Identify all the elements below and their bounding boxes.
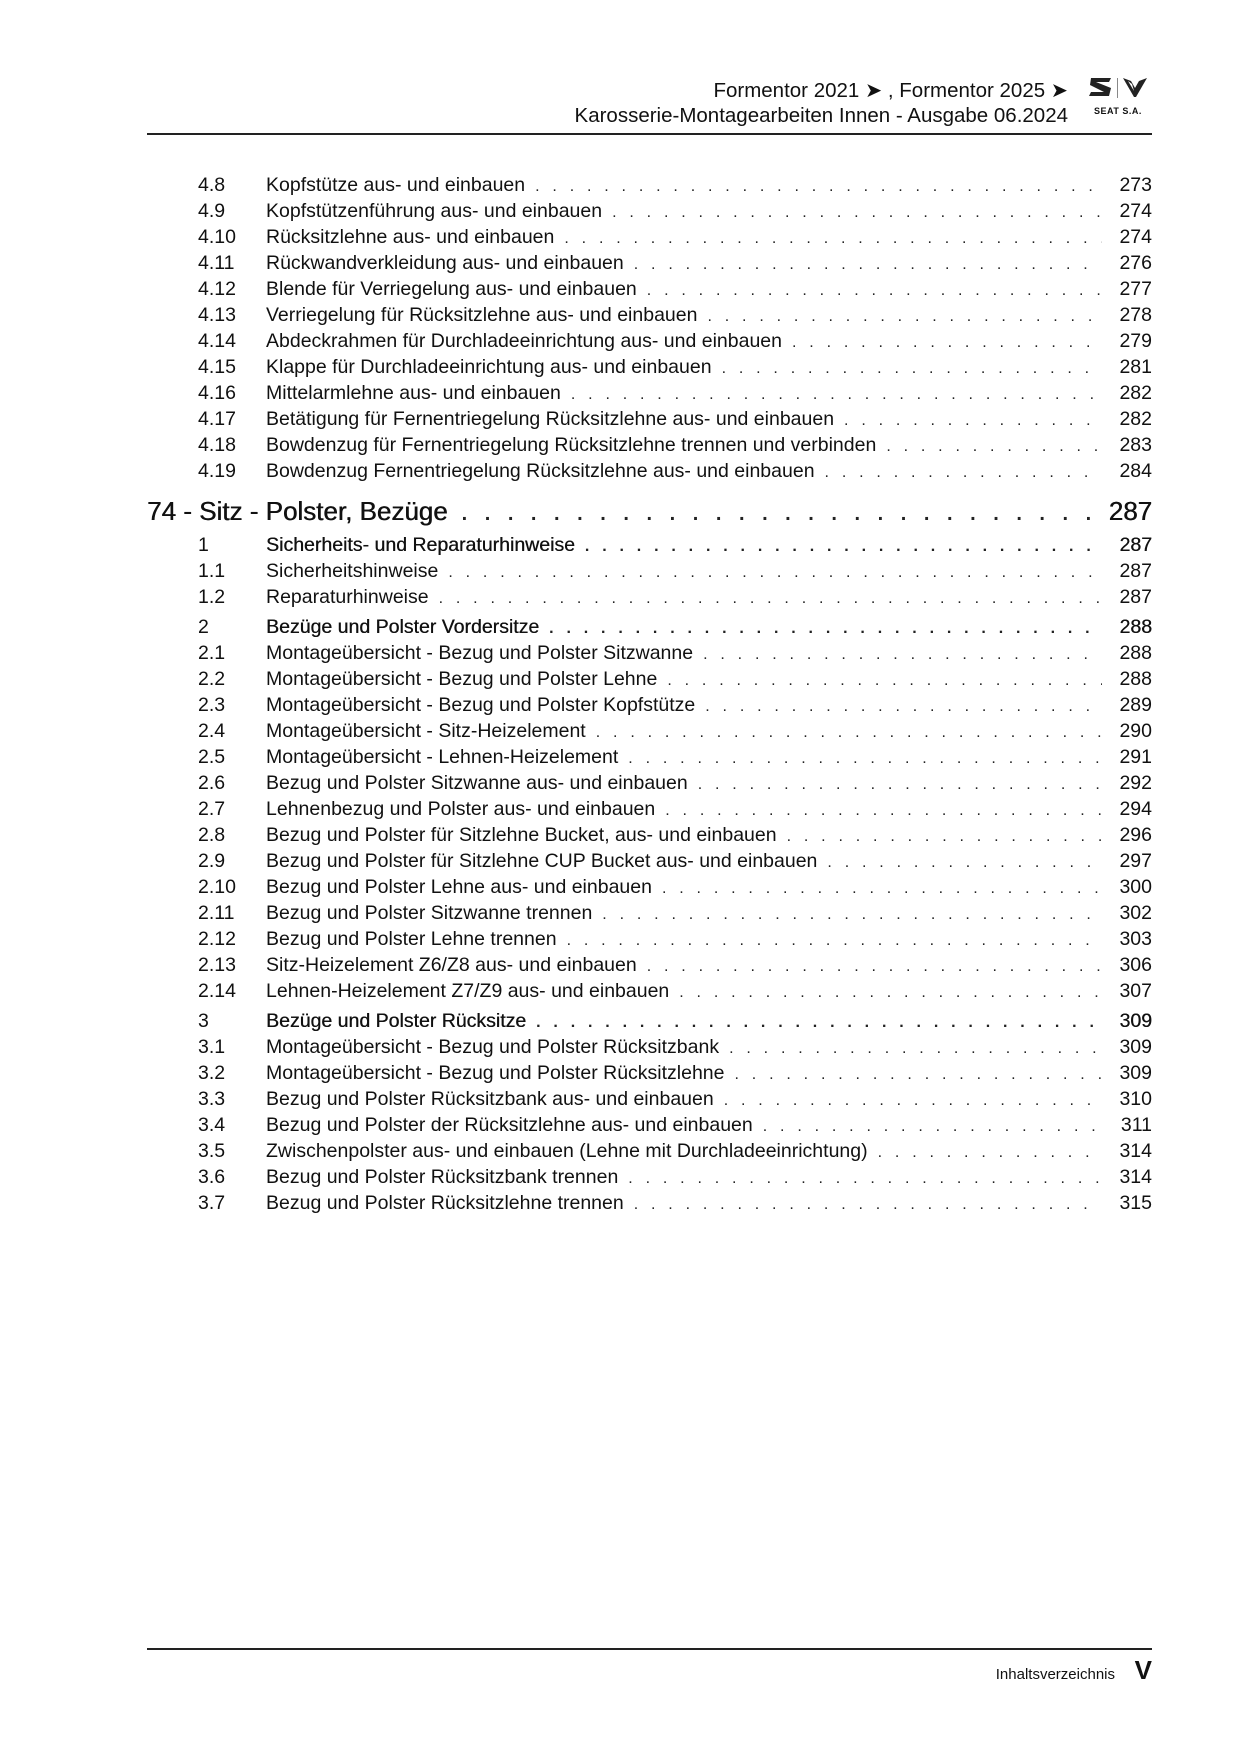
toc-dot-leader bbox=[634, 252, 1102, 278]
toc-entry-title: Bezug und Polster Rücksitzlehne trennen bbox=[266, 1192, 624, 1214]
toc-entry-number: 4.17 bbox=[198, 408, 236, 430]
toc-entry-title: Rücksitzlehne aus- und einbauen bbox=[266, 226, 555, 248]
toc-entry-number: 2.10 bbox=[198, 876, 236, 898]
toc-entry[interactable] bbox=[147, 302, 1152, 328]
toc-entry-number: 4.19 bbox=[198, 460, 236, 482]
logo-separator bbox=[1117, 78, 1118, 98]
toc-entry-title: Abdeckrahmen für Durchladeeinrichtung aus- und einbauen bbox=[266, 330, 782, 352]
toc-entry-number: 4.14 bbox=[198, 330, 236, 352]
toc-entry-page: 274 bbox=[1119, 226, 1152, 248]
toc-dot-leader bbox=[564, 226, 1102, 252]
toc-entry-number: 4.13 bbox=[198, 304, 236, 326]
toc-dot-leader bbox=[707, 304, 1102, 330]
toc-entry[interactable] bbox=[147, 354, 1152, 380]
toc-dot-leader bbox=[448, 560, 1102, 586]
toc-entry-page: 288 bbox=[1119, 668, 1152, 690]
toc-entry-title: Bezug und Polster Sitzwanne trennen bbox=[266, 902, 593, 924]
toc-entry[interactable] bbox=[147, 558, 1152, 584]
toc-entry-page: 287 bbox=[1119, 560, 1152, 582]
toc-entry-number: 2.9 bbox=[198, 850, 226, 872]
toc-dot-leader bbox=[722, 356, 1102, 382]
toc-entry[interactable] bbox=[147, 900, 1152, 926]
toc-entry-number: 1.1 bbox=[198, 560, 226, 582]
toc-entry-page: 309 bbox=[1119, 1010, 1152, 1032]
toc-entry-page: 315 bbox=[1119, 1192, 1152, 1214]
toc-entry-number: 2.11 bbox=[198, 902, 235, 924]
toc-entry-title: Bowdenzug Fernentriegelung Rücksitzlehne aus- und einbauen bbox=[266, 460, 815, 482]
toc-entry-title: Bezug und Polster für Sitzlehne CUP Bucket aus- und einbauen bbox=[266, 850, 818, 872]
toc-entry[interactable] bbox=[147, 458, 1152, 484]
toc-entry-title: Blende für Verriegelung aus- und einbauen bbox=[266, 278, 637, 300]
toc-entry-number: 4.10 bbox=[198, 226, 236, 248]
toc-entry-title: Bezug und Polster der Rücksitzlehne aus- und einbauen bbox=[266, 1114, 753, 1136]
toc-entry-page: 284 bbox=[1119, 460, 1152, 482]
toc-entry-title: Mittelarmlehne aus- und einbauen bbox=[266, 382, 561, 404]
toc-entry[interactable] bbox=[147, 1164, 1152, 1190]
toc-dot-leader bbox=[878, 1140, 1102, 1166]
toc-entry[interactable] bbox=[147, 1060, 1152, 1086]
toc-entry-page: 307 bbox=[1119, 980, 1152, 1002]
toc-entry-title: Bezug und Polster Lehne aus- und einbauen bbox=[266, 876, 652, 898]
toc-entry[interactable] bbox=[147, 198, 1152, 224]
toc-entry[interactable] bbox=[147, 172, 1152, 198]
header-rule bbox=[147, 133, 1152, 135]
header-edition-line: Karosserie-Montagearbeiten Innen - Ausgabe 06.2024 bbox=[574, 104, 1068, 127]
toc-entry[interactable] bbox=[147, 584, 1152, 610]
toc-entry-page: 310 bbox=[1119, 1088, 1152, 1110]
toc-entry-title: Bezug und Polster Rücksitzbank aus- und einbauen bbox=[266, 1088, 714, 1110]
toc-entry[interactable] bbox=[147, 1112, 1152, 1138]
toc-entry-page: 309 bbox=[1119, 1036, 1152, 1058]
toc-entry-page: 292 bbox=[1119, 772, 1152, 794]
toc-entry-number: 2 bbox=[198, 616, 209, 638]
page-header bbox=[147, 78, 1152, 134]
toc-section-heading[interactable] bbox=[147, 614, 1152, 640]
toc-section-heading[interactable] bbox=[147, 532, 1152, 558]
toc-dot-leader bbox=[787, 824, 1102, 850]
toc-entry-number: 1 bbox=[198, 534, 209, 556]
toc-dot-leader bbox=[612, 200, 1102, 226]
toc-entry-title: Sicherheitshinweise bbox=[266, 560, 439, 582]
toc-entry-page: 273 bbox=[1119, 174, 1152, 196]
toc-entry[interactable] bbox=[147, 640, 1152, 666]
toc-dot-leader bbox=[535, 174, 1102, 200]
toc-dot-leader bbox=[886, 434, 1102, 460]
toc-entry-number: 4.8 bbox=[198, 174, 226, 196]
toc-dot-leader bbox=[628, 1166, 1102, 1192]
toc-chapter-heading[interactable] bbox=[147, 496, 1152, 532]
toc-entry-number: 1.2 bbox=[198, 586, 226, 608]
chapter-page: 287 bbox=[1108, 496, 1152, 526]
toc-entry-number: 3.2 bbox=[198, 1062, 226, 1084]
toc-entry[interactable] bbox=[147, 718, 1152, 744]
toc-entry-page: 277 bbox=[1119, 278, 1152, 300]
toc-entry-title: Montageübersicht - Bezug und Polster Rücksitzlehne bbox=[266, 1062, 725, 1084]
toc-dot-leader bbox=[844, 408, 1102, 434]
footer-page-number: V bbox=[1134, 1655, 1152, 1685]
toc-entry-page: 274 bbox=[1119, 200, 1152, 222]
toc-entry-page: 281 bbox=[1119, 356, 1152, 378]
toc-entry-number: 3.3 bbox=[198, 1088, 226, 1110]
toc-entry[interactable] bbox=[147, 1138, 1152, 1164]
toc-entry-page: 279 bbox=[1119, 330, 1152, 352]
toc-entry[interactable] bbox=[147, 874, 1152, 900]
brand-logos bbox=[1082, 76, 1152, 126]
toc-entry-title: Montageübersicht - Bezug und Polster Kopfstütze bbox=[266, 694, 696, 716]
toc-entry-title: Rückwandverkleidung aus- und einbauen bbox=[266, 252, 624, 274]
toc-dot-leader bbox=[827, 850, 1102, 876]
toc-entry[interactable] bbox=[147, 406, 1152, 432]
toc-entry-title: Montageübersicht - Bezug und Polster Lehne bbox=[266, 668, 658, 690]
toc-entry-title: Montageübersicht - Bezug und Polster Sitzwanne bbox=[266, 642, 694, 664]
toc-entry-number: 2.1 bbox=[198, 642, 226, 664]
toc-dot-leader bbox=[729, 1036, 1102, 1062]
toc-dot-leader bbox=[571, 382, 1102, 408]
toc-entry-number: 3.4 bbox=[198, 1114, 226, 1136]
toc-entry-number: 2.8 bbox=[198, 824, 226, 846]
toc-entry-title: Sicherheits- und Reparaturhinweise bbox=[266, 534, 575, 556]
toc-entry-title: Sitz-Heizelement Z6/Z8 aus- und einbauen bbox=[266, 954, 637, 976]
toc-entry-number: 2.5 bbox=[198, 746, 226, 768]
chapter-title: 74 - Sitz - Polster, Bezüge bbox=[147, 496, 448, 526]
toc-entry-page: 282 bbox=[1119, 408, 1152, 430]
toc-entry-page: 309 bbox=[1119, 1062, 1152, 1084]
toc-entry-number: 3.7 bbox=[198, 1192, 226, 1214]
toc-dot-leader bbox=[634, 1192, 1102, 1218]
toc-entry-page: 283 bbox=[1119, 434, 1152, 456]
toc-entry[interactable] bbox=[147, 224, 1152, 250]
toc-entry[interactable] bbox=[147, 380, 1152, 406]
toc-entry-title: Betätigung für Fernentriegelung Rücksitzlehne aus- und einbauen bbox=[266, 408, 835, 430]
toc-entry-title: Kopfstütze aus- und einbauen bbox=[266, 174, 526, 196]
toc-entry-page: 290 bbox=[1119, 720, 1152, 742]
toc-dot-leader bbox=[439, 586, 1102, 612]
toc-entry-number: 4.11 bbox=[198, 252, 235, 274]
toc-entry-page: 314 bbox=[1119, 1140, 1152, 1162]
toc-dot-leader bbox=[792, 330, 1102, 356]
toc-entry-number: 2.4 bbox=[198, 720, 226, 742]
toc-entry[interactable] bbox=[147, 1190, 1152, 1216]
toc-entry-number: 4.9 bbox=[198, 200, 226, 222]
toc-dot-leader bbox=[462, 503, 1092, 526]
footer-rule bbox=[147, 1648, 1152, 1650]
toc-dot-leader bbox=[705, 694, 1102, 720]
toc-entry[interactable] bbox=[147, 770, 1152, 796]
toc-entry-title: Lehnenbezug und Polster aus- und einbauen bbox=[266, 798, 656, 820]
toc-dot-leader bbox=[698, 772, 1102, 798]
toc-entry[interactable] bbox=[147, 1034, 1152, 1060]
toc-entry-number: 3 bbox=[198, 1010, 209, 1032]
toc-entry-title: Lehnen-Heizelement Z7/Z9 aus- und einbauen bbox=[266, 980, 670, 1002]
toc-dot-leader bbox=[703, 642, 1102, 668]
toc-entry-number: 2.6 bbox=[198, 772, 226, 794]
toc-dot-leader bbox=[825, 460, 1102, 486]
toc-dot-leader bbox=[628, 746, 1102, 772]
toc-entry[interactable] bbox=[147, 744, 1152, 770]
toc-dot-leader bbox=[602, 902, 1102, 928]
toc-dot-leader bbox=[735, 1062, 1103, 1088]
toc-entry-page: 288 bbox=[1119, 616, 1152, 638]
toc-entry[interactable] bbox=[147, 822, 1152, 848]
toc-entry-number: 2.12 bbox=[198, 928, 236, 950]
toc-entry[interactable] bbox=[147, 432, 1152, 458]
toc-dot-leader bbox=[536, 1010, 1102, 1036]
toc-entry-page: 282 bbox=[1119, 382, 1152, 404]
toc-entry-title: Reparaturhinweise bbox=[266, 586, 429, 608]
toc-entry-title: Verriegelung für Rücksitzlehne aus- und einbauen bbox=[266, 304, 698, 326]
toc-entry-number: 4.15 bbox=[198, 356, 236, 378]
toc-entry[interactable] bbox=[147, 666, 1152, 692]
header-text bbox=[575, 78, 1068, 128]
brand-caption: SEAT S.A. bbox=[1094, 106, 1142, 116]
toc-entry-title: Bezug und Polster Rücksitzbank trennen bbox=[266, 1166, 619, 1188]
toc-entry-page: 300 bbox=[1119, 876, 1152, 898]
toc-entry-title: Zwischenpolster aus- und einbauen (Lehne mit Durchladeeinrichtung) bbox=[266, 1140, 868, 1162]
cupra-logo-icon bbox=[1122, 76, 1148, 98]
toc-entry[interactable] bbox=[147, 952, 1152, 978]
toc-dot-leader bbox=[662, 876, 1102, 902]
toc-entry-title: Kopfstützenführung aus- und einbauen bbox=[266, 200, 603, 222]
toc-entry[interactable] bbox=[147, 276, 1152, 302]
toc-entry-title: Montageübersicht - Lehnen-Heizelement bbox=[266, 746, 619, 768]
toc-entry[interactable] bbox=[147, 1086, 1152, 1112]
toc-entry-number: 3.5 bbox=[198, 1140, 226, 1162]
toc-entry-number: 3.6 bbox=[198, 1166, 226, 1188]
toc-entry-title: Bezug und Polster für Sitzlehne Bucket, aus- und einbauen bbox=[266, 824, 777, 846]
toc-entry-page: 314 bbox=[1119, 1166, 1152, 1188]
toc-entry-title: Bezug und Polster Sitzwanne aus- und einbauen bbox=[266, 772, 688, 794]
toc-entry-title: Montageübersicht - Bezug und Polster Rücksitzbank bbox=[266, 1036, 720, 1058]
toc-entry-page: 289 bbox=[1119, 694, 1152, 716]
toc-entry-page: 278 bbox=[1119, 304, 1152, 326]
toc-dot-leader bbox=[763, 1114, 1102, 1140]
toc-entry-title: Montageübersicht - Sitz-Heizelement bbox=[266, 720, 586, 742]
toc-entry-page: 303 bbox=[1119, 928, 1152, 950]
toc-dot-leader bbox=[596, 720, 1102, 746]
toc-entry-page: 288 bbox=[1119, 642, 1152, 664]
toc-entry-number: 2.13 bbox=[198, 954, 236, 976]
toc-entry-page: 294 bbox=[1119, 798, 1152, 820]
toc-dot-leader bbox=[585, 534, 1102, 560]
toc-entry-title: Klappe für Durchladeeinrichtung aus- und einbauen bbox=[266, 356, 712, 378]
toc-dot-leader bbox=[724, 1088, 1102, 1114]
toc-entry-page: 287 bbox=[1119, 586, 1152, 608]
toc-section-heading[interactable] bbox=[147, 1008, 1152, 1034]
toc-dot-leader bbox=[567, 928, 1102, 954]
toc-entry-number: 2.2 bbox=[198, 668, 226, 690]
toc-dot-leader bbox=[647, 278, 1102, 304]
toc-entry-title: Bezug und Polster Lehne trennen bbox=[266, 928, 557, 950]
toc-entry-number: 3.1 bbox=[198, 1036, 226, 1058]
toc-entry-number: 2.3 bbox=[198, 694, 226, 716]
toc-entry-number: 4.18 bbox=[198, 434, 236, 456]
toc-entry[interactable] bbox=[147, 328, 1152, 354]
toc-entry-page: 297 bbox=[1119, 850, 1152, 872]
toc-entry-number: 2.14 bbox=[198, 980, 236, 1002]
toc-entry[interactable] bbox=[147, 796, 1152, 822]
toc-entry-page: 291 bbox=[1119, 746, 1152, 768]
toc-entry-title: Bowdenzug für Fernentriegelung Rücksitzlehne trennen und verbinden bbox=[266, 434, 877, 456]
toc-dot-leader bbox=[667, 668, 1102, 694]
toc-entry-page: 287 bbox=[1119, 534, 1152, 556]
toc-entry[interactable] bbox=[147, 978, 1152, 1004]
toc-entry-page: 276 bbox=[1119, 252, 1152, 274]
toc-entry-page: 296 bbox=[1119, 824, 1152, 846]
toc-entry[interactable] bbox=[147, 692, 1152, 718]
toc-entry-title: Bezüge und Polster Rücksitze bbox=[266, 1010, 527, 1032]
toc-dot-leader bbox=[647, 954, 1102, 980]
toc-entry-title: Bezüge und Polster Vordersitze bbox=[266, 616, 540, 638]
toc-dot-leader bbox=[665, 798, 1102, 824]
toc-entry-number: 4.16 bbox=[198, 382, 236, 404]
toc-dot-leader bbox=[679, 980, 1102, 1006]
toc-entry[interactable] bbox=[147, 848, 1152, 874]
header-model-line: Formentor 2021 ➤ , Formentor 2025 ➤ bbox=[713, 79, 1068, 102]
toc-entry-number: 2.7 bbox=[198, 798, 226, 820]
toc-dot-leader bbox=[549, 616, 1102, 642]
toc-entry-number: 4.12 bbox=[198, 278, 236, 300]
toc-entry[interactable] bbox=[147, 250, 1152, 276]
table-of-contents bbox=[147, 172, 1152, 1216]
toc-entry-page: 311 bbox=[1120, 1114, 1152, 1136]
toc-entry-page: 306 bbox=[1119, 954, 1152, 976]
footer-label: Inhaltsverzeichnis bbox=[995, 1666, 1115, 1683]
seat-logo-icon bbox=[1088, 76, 1114, 98]
toc-entry[interactable] bbox=[147, 926, 1152, 952]
toc-entry-page: 302 bbox=[1119, 902, 1152, 924]
